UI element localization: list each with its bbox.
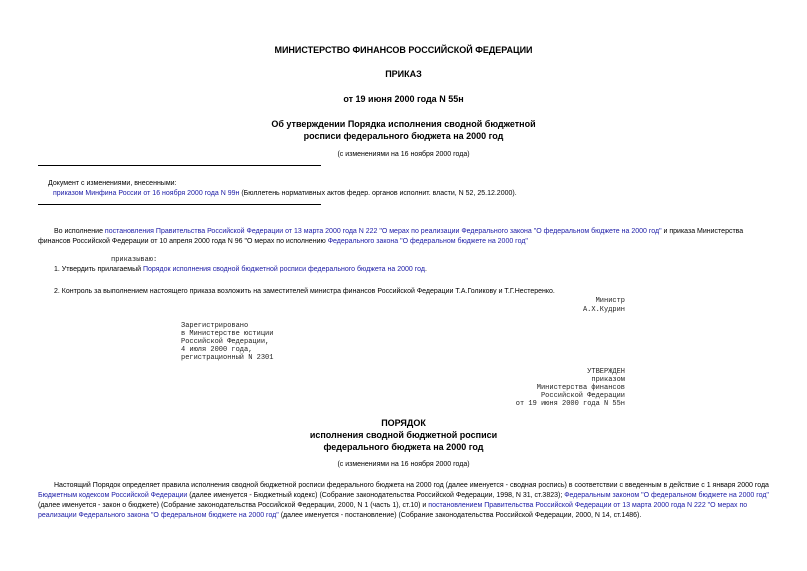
amendment-source: (Бюллетень нормативных актов федер. органов исполнит. власти, N 52, 25.12.2000).	[239, 190, 517, 197]
approved-line2: приказом	[591, 376, 625, 384]
order-item-1	[54, 266, 427, 273]
doc-date-number: от 19 июня 2000 года N 55н	[343, 94, 464, 104]
divider-bottom	[38, 204, 321, 205]
preamble-text-2: и приказа Министерства финансов Российской Федерации от 10 апреля 2000 года N 96 "О мерах по исполнению	[38, 228, 744, 245]
body-text-4: (далее именуется - постановление) (Собрание законодательства Российской Федерации, 2000, N 14, ст.1486).	[278, 512, 642, 519]
doc-title-line1: Об утверждении Порядка исполнения сводной бюджетной	[271, 119, 536, 129]
preamble-link-law[interactable]: Федерального закона "О федеральном бюджете на 2000 год"	[327, 238, 528, 245]
budget-law-link[interactable]: Федеральным законом "О федеральном бюджете на 2000 год"	[564, 492, 769, 499]
doc-title-line2: росписи федерального бюджета на 2000 год	[303, 131, 504, 141]
order-item-2: 2. Контроль за выполнением настоящего приказа возложить на заместителей министра финансов Российской Федерации Т.А.Голикову и Т.Г.Нестеренко.	[54, 288, 555, 295]
body-text-1: Настоящий Порядок определяет правила исполнения сводной бюджетной росписи федерального бюджета на 2000 год (далее именуется - сводная роспись) в соответствии с введенным в действие с 1 января 2000 года	[54, 482, 769, 489]
amendments-entry	[53, 190, 517, 197]
procedure-body-paragraph	[38, 481, 770, 521]
procedure-subtitle-1: исполнения сводной бюджетной росписи	[309, 430, 498, 440]
body-text-2: (далее именуется - Бюджетный кодекс) (Собрание законодательства Российской Федерации, 1998, N 31, ст.3823);	[187, 492, 565, 499]
procedure-title: ПОРЯДОК	[381, 418, 426, 428]
amendments-label: Документ с изменениями, внесенными:	[48, 180, 177, 187]
ministry-heading: МИНИСТЕРСТВО ФИНАНСОВ РОССИЙСКОЙ ФЕДЕРАЦИИ	[274, 45, 533, 55]
registration-line4: 4 июля 2000 года,	[181, 346, 253, 354]
procedure-subtitle-2: федерального бюджета на 2000 год	[323, 442, 484, 452]
order-word: приказываю:	[111, 256, 158, 264]
changes-note: (с изменениями на 16 ноября 2000 года)	[337, 151, 470, 158]
government-decree-link[interactable]: постановлением Правительства Российской Федерации от 13 марта 2000 года N 222 "О мерах по реализации Федерального закона "О федеральном бюджете на 2000 год"	[38, 502, 748, 519]
item-1-end: .	[424, 266, 427, 273]
signature-name: А.Х.Кудрин	[582, 306, 625, 314]
preamble-paragraph	[38, 227, 770, 247]
registration-line3: Российской Федерации,	[181, 338, 270, 346]
approved-line4: Российской Федерации	[540, 392, 625, 400]
signature-position: Министр	[595, 297, 625, 305]
preamble-text-1: Во исполнение	[54, 228, 105, 235]
approved-line3: Министерства финансов	[536, 384, 625, 392]
procedure-link[interactable]: Порядок исполнения сводной бюджетной росписи федерального бюджета на 2000 год	[142, 266, 425, 273]
registration-line1: Зарегистрировано	[181, 322, 249, 330]
registration-line5: регистрационный N 2301	[181, 354, 274, 362]
preamble-link-decree[interactable]: постановления Правительства Российской Федерации от 13 марта 2000 года N 222 "О мерах по реализации Федерального закона "О федеральном бюджете на 2000 год"	[104, 228, 662, 235]
amendment-link[interactable]: приказом Минфина России от 16 ноября 2000 года N 99н	[53, 190, 240, 197]
approved-line5: от 19 июня 2000 года N 55н	[515, 400, 625, 408]
item-1-text: 1. Утвердить прилагаемый	[54, 266, 143, 273]
doc-type-heading: ПРИКАЗ	[385, 69, 422, 79]
registration-line2: в Министерстве юстиции	[181, 330, 274, 338]
procedure-changes-note: (с изменениями на 16 ноября 2000 года)	[337, 461, 470, 468]
budget-code-link[interactable]: Бюджетным кодексом Российской Федерации	[38, 492, 188, 499]
approved-line1: УТВЕРЖДЕН	[587, 368, 625, 376]
body-text-3: (далее именуется - закон о бюджете) (Собрание законодательства Российской Федерации, 2000, N 1 (часть 1), ст.10) и	[38, 502, 429, 509]
divider-top	[38, 165, 321, 166]
